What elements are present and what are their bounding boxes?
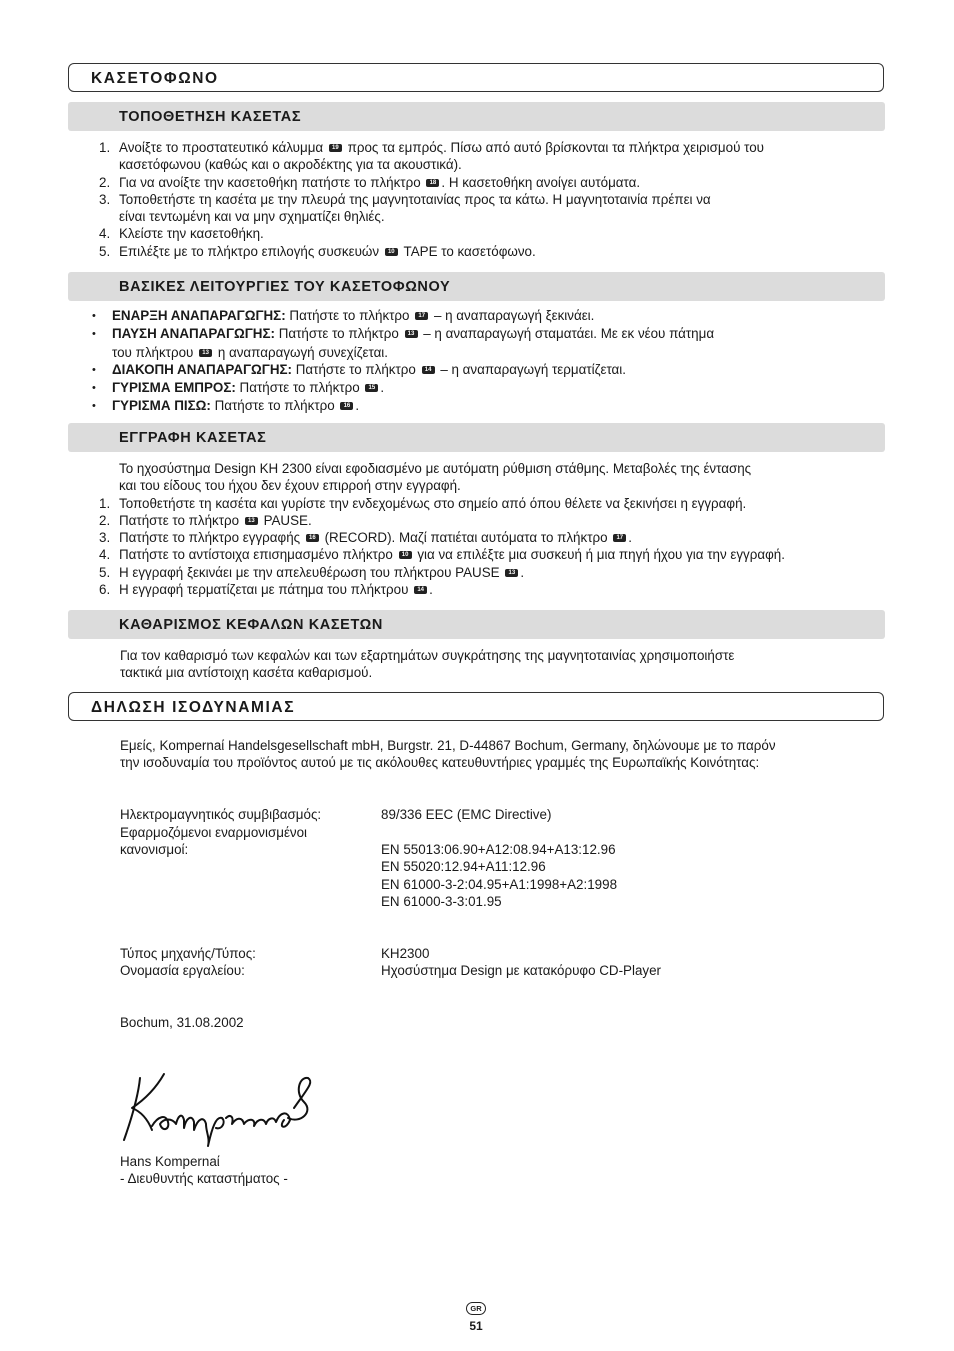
subheader-cleaning: ΚΑΘΑΡΙΣΜΟΣ ΚΕΦΑΛΩΝ ΚΑΣΕΤΩΝ <box>68 610 885 639</box>
place-date: Bochum, 31.08.2002 <box>120 1015 244 1030</box>
norms-list <box>381 841 617 910</box>
record-step-2: 2. Πατήστε το πλήκτρο 13 PAUSE. <box>99 512 312 528</box>
key-icon: 10 <box>399 551 412 559</box>
key-icon: 19 <box>329 144 342 152</box>
subheader-recording: ΕΓΓΡΑΦΗ ΚΑΣΕΤΑΣ <box>68 423 885 452</box>
bullet-stop: • ΔΙΑΚΟΠΗ ΑΝΑΠΑΡΑΓΩΓΗΣ: Πατήστε το πλήκτρο 14 – η αναπαραγωγή τερματίζεται. <box>92 361 626 377</box>
signer-block <box>120 1153 288 1188</box>
section-header-cassette: ΚΑΣΕΤΟΦΩΝΟ <box>68 63 884 92</box>
norm-item: EN 55013:06.90+A12:08.94+A13:12.96 <box>381 842 616 857</box>
country-badge: GR <box>466 1302 486 1315</box>
key-icon: 13 <box>505 569 518 577</box>
declaration-intro: Εμείς, Kompernaί Handelsgesellschaft mbH, Burgstr. 21, D-44867 Bochum, Germany, δηλώνουμε με το παρόν την ισοδυναμία του προϊόντος αυτού με τις ακόλουθες κατευθυντήριες γραμμές της Ευρωπαϊκής Κοινότητας: <box>120 738 776 771</box>
basic-functions-list: • ΕΝΑΡΞΗ ΑΝΑΠΑΡΑΓΩΓΗΣ: Πατήστε το πλήκτρο 17 – η αναπαραγωγή ξεκινάει. • ΠΑΥΣΗ ΑΝΑΠΑΡΑΓΩΓΗΣ: Πατήστε το πλήκτρο 13 – η αναπαραγωγή σταματάει. Με εκ νέου πάτημα του πλήκτρου 13 η αναπαραγωγή συνεχίζεται. • ΔΙΑΚΟΠΗ ΑΝΑΠΑΡΑΓΩΓΗΣ: Πατήστε το πλήκτρο 14 – η αναπαραγωγή τερματίζεται. • ΓΥΡΙΣΜΑ ΕΜΠΡΟΣ: Πατήστε το πλήκτρο 15 . • ΓΥΡΙΣΜΑ ΠΙΣΩ: Πατήστε το πλήκτρο 16 . <box>92 307 872 416</box>
norm-item: EN 55020:12.94+A11:12.96 <box>381 859 546 875</box>
insert-step-2: 2. Για να ανοίξτε την κασετοθήκη πατήστε το πλήκτρο 18 . Η κασετοθήκη ανοίγει αυτόματα. <box>99 174 641 190</box>
norm-item: EN 61000-3-2:04.95+A1:1998+A2:1998 <box>381 876 618 892</box>
record-step-3: 3. Πατήστε το πλήκτρο εγγραφής 16 (RECORD). Μαζί πατιέται αυτόματα το πλήκτρο 17 . <box>99 530 633 546</box>
emc-label: Ηλεκτρομαγνητικός συμβιβασμός: <box>120 807 322 822</box>
insert-step-4: 4. Κλείστε την κασετοθήκη. <box>99 226 264 242</box>
bullet-play: • ΕΝΑΡΞΗ ΑΝΑΠΑΡΑΓΩΓΗΣ: Πατήστε το πλήκτρο 17 – η αναπαραγωγή ξεκινάει. <box>92 308 595 323</box>
bullet-pause: • ΠΑΥΣΗ ΑΝΑΠΑΡΑΓΩΓΗΣ: Πατήστε το πλήκτρο 13 – η αναπαραγωγή σταματάει. Με εκ νέου πάτημα <box>92 326 715 342</box>
section-header-declaration: ΔΗΛΩΣΗ ΙΣΟΔΥΝΑΜΙΑΣ <box>68 692 884 721</box>
record-step-4: 4. Πατήστε το αντίστοιχα επισημασμένο πλήκτρο 10 για να επιλέξτε μια συσκευή ή μια πηγή ήχου για την εγγραφή. <box>99 547 785 563</box>
record-step-6: 6. Η εγγραφή τερματίζεται με πάτημα του πλήκτρου 14 . <box>99 582 433 598</box>
key-icon: 14 <box>414 586 427 594</box>
page-number: 51 <box>469 1319 483 1333</box>
subheader-basic-functions: ΒΑΣΙΚΕΣ ΛΕΙΤΟΥΡΓΙΕΣ ΤΟΥ ΚΑΣΕΤΟΦΩΝΟΥ <box>68 272 885 301</box>
bullet-forward: • ΓΥΡΙΣΜΑ ΕΜΠΡΟΣ: Πατήστε το πλήκτρο 15 . <box>92 380 385 396</box>
cleaning-text: Για τον καθαρισμό των κεφαλών και των εξαρτημάτων συγκράτησης της μαγνητοταινίας χρησιμοποιήστε τακτικά μια αντίστοιχη κασέτα καθαρισμού. <box>120 648 735 681</box>
subheader-insert-cassette: ΤΟΠΟΘΕΤΗΣΗ ΚΑΣΕΤΑΣ <box>68 102 885 131</box>
norms-label: Εφαρμοζόμενοι εναρμονισμένοι κανονισμοί: <box>120 825 308 858</box>
key-icon: 17 <box>415 312 428 320</box>
key-icon: 10 <box>385 248 398 256</box>
insert-step-5: 5. Επιλέξτε με το πλήκτρο επιλογής συσκευών 10 TAPE το κασετόφωνο. <box>99 243 536 259</box>
key-icon: 15 <box>365 384 378 392</box>
key-icon: 13 <box>405 330 418 338</box>
record-step-5: 5. Η εγγραφή ξεκινάει με την απελευθέρωση του πλήκτρου PAUSE 13 . <box>99 564 525 580</box>
emc-value: 89/336 EEC (EMC Directive) <box>381 807 552 822</box>
name-label: Ονομασία εργαλείου: <box>120 963 245 978</box>
record-step-1: 1. Τοποθετήστε τη κασέτα και γυρίστε την ενδεχομένως στο σημείο από όπου θέλετε να ξεκινήσει η εγγραφή. <box>99 495 747 511</box>
insert-steps: 1. Ανοίξτε το προστατευτικό κάλυμμα 19 προς τα εμπρός. Πίσω από αυτό βρίσκονται τα πλήκτρα χειρισμού του κασετόφωνου (καθώς και ο ακροδέκτης για τα ακουστικά). 2. Για να ανοίξτε την κασετοθήκη πατήστε το πλήκτρο 18 . Η κασετοθήκη ανοίγει αυτόματα. 3. Τοποθετήστε τη κασέτα με την πλευρά της μαγνητοταινίας προς τα κάτω. Η μαγνητοταινία πρέπει να είναι τεντωμένη και να μην σχηματίζει θηλιές. 4. Κλείστε την κασετοθήκη. 5. Επιλέξτε με το πλήκτρο επιλογής συσκευών 10 TAPE το κασετόφωνο. <box>99 139 879 260</box>
signer-role: - Διευθυντής καταστήματος - <box>120 1171 288 1187</box>
key-icon: 17 <box>613 534 626 542</box>
key-icon: 16 <box>306 534 319 542</box>
key-icon: 16 <box>340 402 353 410</box>
signature-image <box>118 1068 318 1148</box>
name-value: Ηχοσύστημα Design με κατακόρυφο CD-Player <box>381 963 661 978</box>
signer-name: Hans Kompernaί <box>120 1154 220 1169</box>
key-icon: 18 <box>426 179 439 187</box>
norm-item: EN 61000-3-3:01.95 <box>381 893 502 909</box>
key-icon: 13 <box>245 517 258 525</box>
insert-step-3: 3. Τοποθετήστε τη κασέτα με την πλευρά της μαγνητοταινίας προς τα κάτω. Η μαγνητοταινία πρέπει να <box>99 191 711 207</box>
key-icon: 14 <box>422 366 435 374</box>
type-label: Τύπος μηχανής/Τύπος: <box>120 946 256 961</box>
key-icon: 13 <box>199 349 212 357</box>
type-value: KH2300 <box>381 946 430 961</box>
insert-step-1: 1. Ανοίξτε το προστατευτικό κάλυμμα 19 προς τα εμπρός. Πίσω από αυτό βρίσκονται τα πλήκτρα χειρισμού του <box>99 140 764 155</box>
bullet-rewind: • ΓΥΡΙΣΜΑ ΠΙΣΩ: Πατήστε το πλήκτρο 16 . <box>92 398 360 414</box>
recording-section: Το ηχοσύστημα Design KH 2300 είναι εφοδιασμένο με αυτόματη ρύθμιση στάθμης. Μεταβολές της έντασης και του είδους του ήχου δεν έχουν επιρροή στην εγγραφή. 1. Τοποθετήστε τη κασέτα και γυρίστε την ενδεχομένως στο σημείο από όπου θέλετε να ξεκινήσει η εγγραφή. 2. Πατήστε το πλήκτρο 13 PAUSE. 3. Πατήστε το πλήκτρο εγγραφής 16 (RECORD). Μαζί πατιέται αυτόματα το πλήκτρο 17 . 4. Πατήστε το αντίστοιχα επισημασμένο πλήκτρο 10 για να επιλέξτε μια συσκευή ή μια πηγή ήχου για την εγγραφή. 5. Η εγγραφή ξεκινάει με την απελευθέρωση του πλήκτρου PAUSE 13 . 6. Η εγγραφή τερματίζεται με πάτημα του πλήκτρου 14 . <box>99 460 879 598</box>
